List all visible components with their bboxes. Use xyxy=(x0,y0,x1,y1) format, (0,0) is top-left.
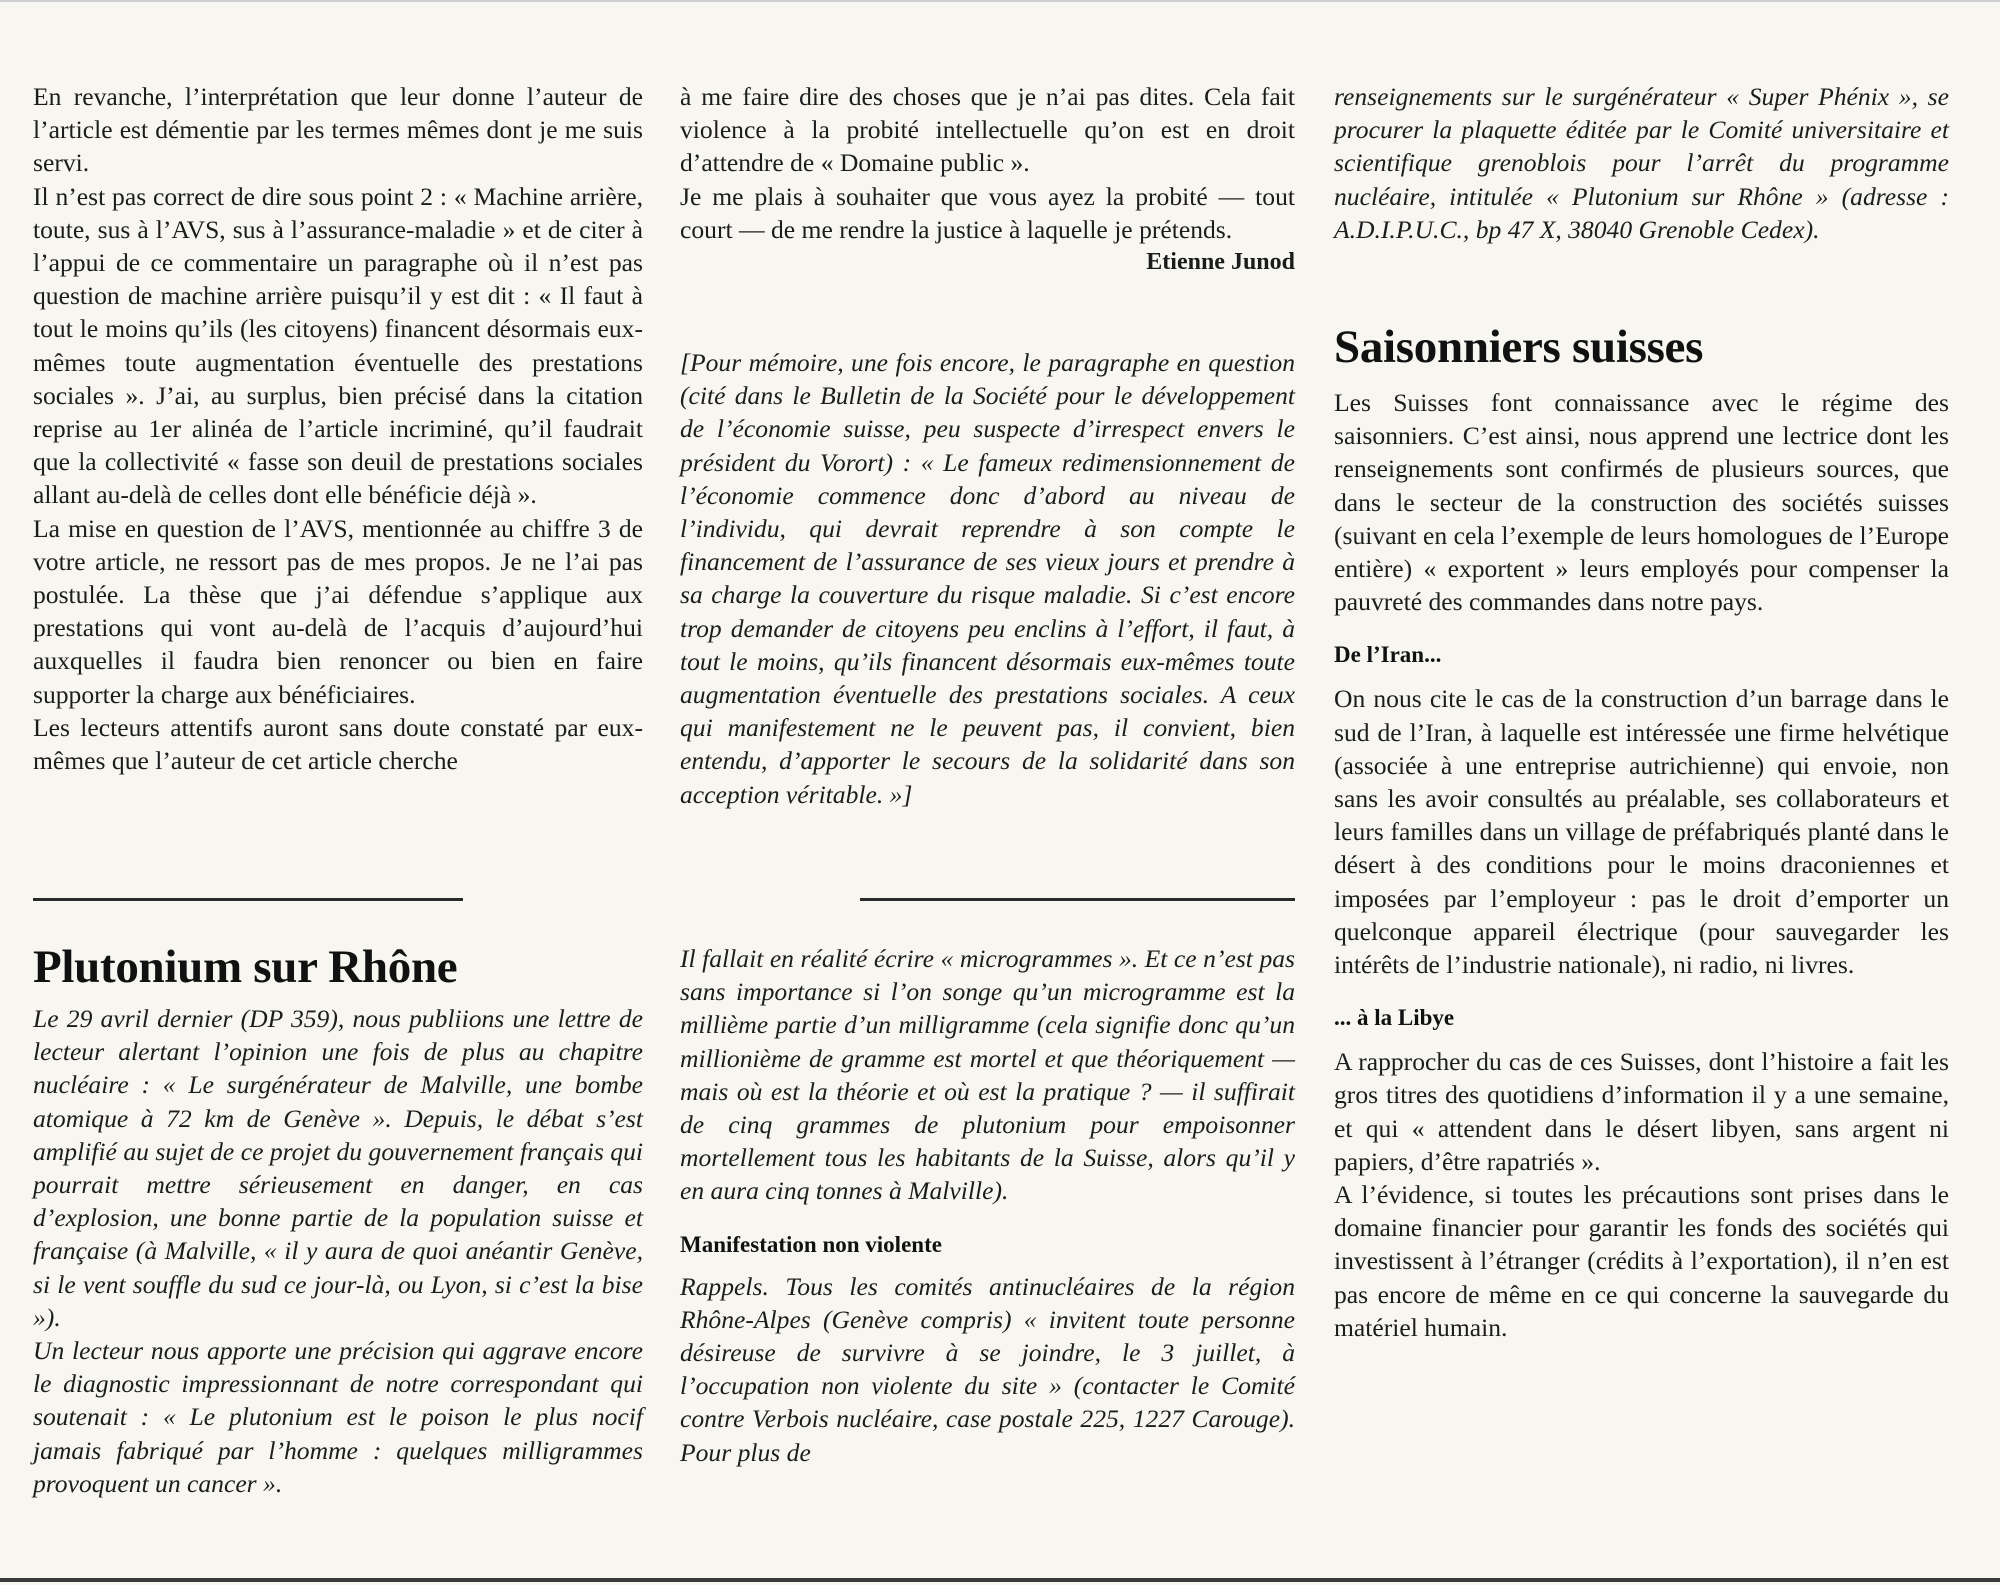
article-paragraph: A rapprocher du cas de ces Suisses, dont l’histoire a fait les gros titres des quotidiens d’information il y a une semaine, et qui « attendent dans le désert libyen, sans argent ni papiers, d’être rapatriés ». xyxy=(1334,1047,1949,1176)
article-paragraph: Rappels. Tous les comités antinucléaires de la région Rhône-Alpes (Genève compris) « invitent toute personne désireuse de survivre à se joindre, le 3 juillet, à l’occupation non violente du site » (contacter le Comité contre Verbois nucléaire, case postale 225, 1227 Carouge). Pour plus de xyxy=(680,1271,1295,1467)
plutonium-continuation xyxy=(680,942,1295,1469)
letter-paragraph: La mise en question de l’AVS, mentionnée au chiffre 3 de votre article, ne ressort pas de mes propos. Je ne l’ai pas postulée. La thèse que j’ai défendue s’applique aux prestations qui vont au-delà de l’acquis d’aujourd’hui auxquelles il faudra bien renoncer ou bien en faire supporter la charge aux bénéficiaires. xyxy=(33,513,643,709)
section-divider xyxy=(33,898,463,901)
article-paragraph: Un lecteur nous apporte une précision qui aggrave encore le diagnostic impressionnant de notre correspondant qui soutenait : « Le plutonium est le poison le plus nocif jamais fabriqué par l’homme : quelques milligrammes provoquent un cancer ». xyxy=(33,1336,643,1498)
article-paragraph: Il fallait en réalité écrire « microgrammes ». Et ce n’est pas sans importance si l’on songe qu’un microgramme est la millième partie d’un milligramme (cela signifie donc qu’un millionième de gramme est mortel et que théoriquement — mais où est la théorie et où est la pratique ? — il suffirait de cinq grammes de plutonium pour empoisonner mortellement tous les habitants de la Suisse, alors qu’il y en aura cinq tonnes à Malville). xyxy=(680,944,1295,1206)
article-paragraph: renseignements sur le surgénérateur « Super Phénix », se procurer la plaquette éditée par le Comité universitaire et scientifique grenoblois pour l’arrêt du programme nucléaire, intitulée « Plutonium sur Rhône » (adresse : A.D.I.P.U.C., bp 47 X, 38040 Grenoble Cedex). xyxy=(1334,82,1949,244)
article-heading: Saisonniers suisses xyxy=(1334,321,1704,373)
letter-paragraph: à me faire dire des choses que je n’ai pas dites. Cela fait violence à la probité intellectuelle qu’on est en droit d’attendre de « Domaine public ». xyxy=(680,82,1295,178)
letter-paragraph: Les lecteurs attentifs auront sans doute constaté par eux-mêmes que l’auteur de cet article cherche xyxy=(33,712,643,776)
subheading-manifestation: Manifestation non violente xyxy=(680,1231,942,1257)
letter-continuation xyxy=(33,80,643,777)
editor-note xyxy=(680,346,1295,811)
article-heading: Plutonium sur Rhône xyxy=(33,941,458,993)
letter-paragraph: En revanche, l’interprétation que leur donne l’auteur de l’article est démentie par les termes mêmes dont je me suis servi. xyxy=(33,82,643,178)
article-paragraph: On nous cite le cas de la construction d’un barrage dans le sud de l’Iran, à laquelle est intéressée une firme helvétique (associée à une entreprise autrichienne) qui envoie, non sans les avoir consultés au préalable, ses collaborateurs et leurs familles dans un village de préfabriqués planté dans le désert à des conditions pour le moins draconiennes et imposées par l’employeur : pas le droit d’emporter un quelconque appareil électrique (pour sauvegarder les intérêts de l’industrie nationale), ni radio, ni livres. xyxy=(1334,684,1949,980)
bottom-edge-line xyxy=(0,1578,2000,1582)
letter-end xyxy=(680,80,1295,279)
top-edge-line xyxy=(0,0,2000,2)
article-paragraph: Les Suisses font connaissance avec le régime des saisonniers. C’est ainsi, nous apprend une lectrice dont les renseignements sont confirmés de plusieurs sources, que dans le secteur de la construction des sociétés suisses (suivant en cela l’exemple de leurs homologues de l’Europe entière) « exportent » leurs employés pour compenser la pauvreté des commandes dans notre pays. xyxy=(1334,388,1949,617)
subheading-libye: ... à la Libye xyxy=(1334,1005,1455,1031)
saisonniers-article xyxy=(1334,320,1949,1344)
article-paragraph: Le 29 avril dernier (DP 359), nous publiions une lettre de lecteur alertant l’opinion une fois de plus au chapitre nucléaire : « Le surgénérateur de Malville, une bombe atomique à 72 km de Genève ». Depuis, le débat s’est amplifié au sujet de ce projet du gouvernement français qui pourrait mettre sérieusement en danger, en cas d’explosion, une bonne partie de la population suisse et française (à Malville, « il y aura de quoi anéantir Genève, si le vent souffle du sud ce jour-là, ou Lyon, si c’est la bise »). xyxy=(33,1004,643,1332)
letter-paragraph: Il n’est pas correct de dire sous point 2 : « Machine arrière, toute, sus à l’AVS, sus à l’assurance-maladie » et de citer à l’appui de ce commentaire un paragraphe où il n’est pas question de machine arrière puisqu’il y est dit : « Il faut à tout le moins qu’ils (les citoyens) financent désormais eux-mêmes toute augmentation éventuelle des prestations sociales ». J’ai, au surplus, bien précisé dans la citation reprise au 1er alinéa de l’article incriminé, qu’il faudrait que la collectivité « fasse son deuil de prestations sociales allant au-delà de celles dont elle bénéficie déjà ». xyxy=(33,181,643,510)
section-divider xyxy=(860,898,1295,901)
subheading-iran: De l’Iran... xyxy=(1334,642,1442,668)
plutonium-article xyxy=(33,940,643,1500)
editor-note-text: [Pour mémoire, une fois encore, le paragraphe en question (cité dans le Bulletin de la Société pour le développement de l’économie suisse, peu suspecte d’irrespect envers le président du Vorort) : « Le fameux redimensionnement de l’économie commence donc d’abord au niveau de l’individu, qui devrait reprendre à son compte le financement de l’assurance de ses vieux jours et prendre à sa charge la couverture du risque maladie. Si c’est encore trop demander de citoyens peu enclins à l’effort, il faut, à tout le moins, qu’ils financent désormais eux-mêmes toute augmentation éventuelle des prestations sociales. A ceux qui manifestement ne le peuvent pas, il convient, bien entendu, d’apporter le secours de la solidarité dans son acception véritable. »] xyxy=(680,348,1295,809)
letter-signature: Etienne Junod xyxy=(1146,249,1295,276)
article-paragraph: A l’évidence, si toutes les précautions sont prises dans le domaine financier pour garantir les fonds des sociétés qui investissent à l’étranger (crédits à l’exportation), il n’en est pas encore de même en ce qui concerne la sauvegarde du matériel humain. xyxy=(1334,1180,1949,1342)
plutonium-end xyxy=(1334,80,1949,246)
letter-paragraph: Je me plais à souhaiter que vous ayez la probité — tout court — de me rendre la justice à laquelle je prétends. xyxy=(680,181,1295,244)
